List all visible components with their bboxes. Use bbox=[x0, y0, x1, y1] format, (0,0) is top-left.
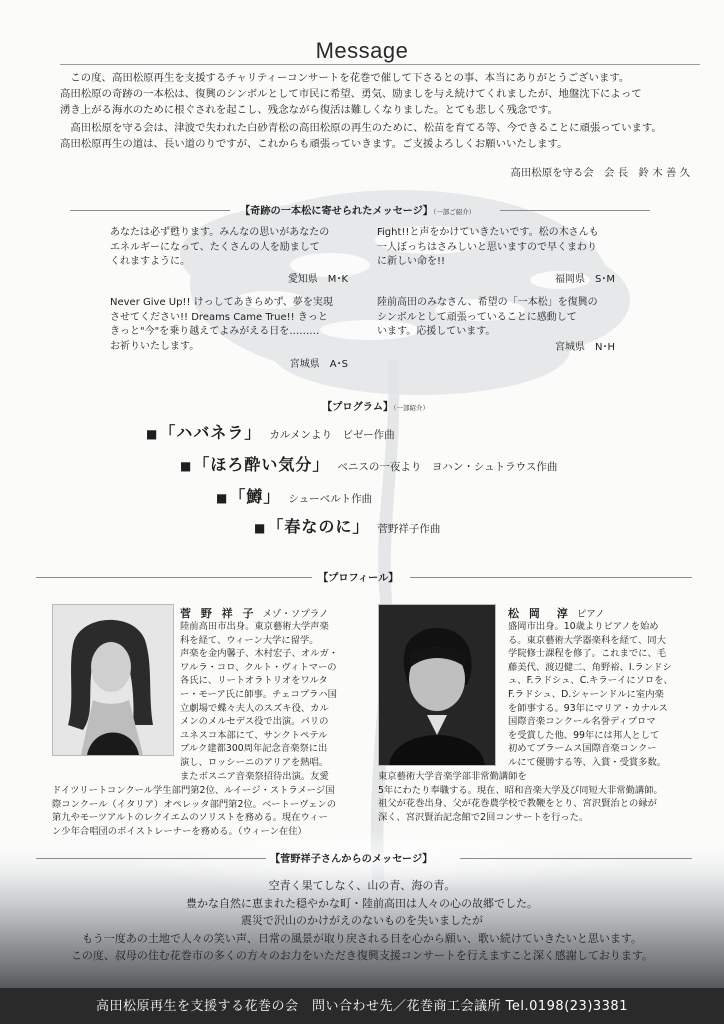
message-paragraph: 高田松原の奇跡の一本松は、復興のシンボルとして市民に希望、勇気、励ましを与え続けてくれましたが、地盤沈下によって bbox=[60, 88, 642, 100]
footer-contact: 高田松原再生を支援する花巻の会 問い合わせ先／花巻商工会議所 Tel.0198(23)3381 bbox=[96, 999, 628, 1014]
section-rule-right bbox=[460, 858, 692, 859]
program-composer: ベニスの一夜より ヨハン・シュトラウス作曲 bbox=[337, 461, 558, 473]
section-rule-right bbox=[410, 577, 692, 578]
sugano-bio-continued: ドイツリートコンクール学生部門第2位、ルイージ・ストラメージ国 際コンクール（イタリア）オペレッタ部門第2位。ベートーヴェンの 第九やモーツアルトのレクイエムのソリストを務める。現在ウィー ン少年合唱団のボイストレーナーを務める。（ウィーン在住） bbox=[52, 785, 336, 837]
message-paragraph: 湧き上がる海水のために根ぐされを起こし、残念ながら復活は難しくなりました。とても悲しく残念です。 bbox=[60, 104, 558, 116]
program-title: 「ハバネラ」 bbox=[159, 423, 262, 442]
program-title: 「鱒」 bbox=[229, 487, 281, 506]
message-signature: 高田松原を守る会 会 長 鈴 木 善 久 bbox=[510, 167, 690, 179]
square-bullet-icon: ■ bbox=[216, 491, 228, 505]
message-paragraph: 高田松原を守る会は、津波で失われた白砂青松の高田松原の再生のために、松苗を育てる等、今できることに頑張っています。 bbox=[60, 122, 662, 134]
matsuoka-photo bbox=[378, 604, 496, 766]
message-attribution: 宮城県 A･S bbox=[289, 359, 348, 370]
section-rule-left bbox=[36, 577, 312, 578]
section-rule-left bbox=[70, 210, 230, 211]
program-item bbox=[146, 420, 395, 443]
message-attribution: 愛知県 M･K bbox=[287, 274, 348, 285]
program-title: 「ほろ酔い気分」 bbox=[193, 455, 330, 474]
message-title: Message bbox=[315, 38, 409, 63]
program-item bbox=[216, 484, 372, 507]
square-bullet-icon: ■ bbox=[146, 427, 158, 441]
list-item: あなたは必ず甦ります。みんなの思いがあなたの エネルギーになって、たくさんの人を励まして くれますように。 bbox=[110, 227, 330, 267]
message-attribution: 宮城県 N･H bbox=[555, 342, 615, 353]
section-rule-left bbox=[36, 858, 266, 859]
miracle-messages-heading: 【奇跡の一本松に寄せられたメッセージ】（一部ご紹介） bbox=[240, 206, 476, 217]
program-item bbox=[180, 452, 557, 475]
message-paragraph: この度、高田松原再生を支援するチャリティーコンサートを花巻で催して下さるとの事、本当にありがとうございます。 bbox=[60, 72, 630, 84]
closing-heading: 【菅野祥子さんからのメッセージ】 bbox=[270, 854, 433, 865]
message-paragraph: 高田松原再生の道は、長い道のりですが、これからも頑張っていきます。ご支援よろしくお願いいたします。 bbox=[60, 138, 568, 150]
program-composer: カルメンより ビゼー作曲 bbox=[269, 429, 395, 441]
sugano-bio: 陸前高田市出身。東京藝術大学声楽 科を経て、ウィーン大学に留学。 声楽を金内馨子、木村宏子、オルガ・ ワルラ・コロ、クルト・ヴィトマーの 各氏に、リートオラトリオをワルタ ー・モーア氏に師事。チェコプラハ国 立劇場で蝶々夫人のスズキ役、カル メンのメルセデス役で出演。パリの ユネスコ本部にて、サンクトペテル ブルク建都300周年記念音楽祭に出 演し、ロッシーニのアリアを熱唱。 またボスニア音楽祭招待出演。友愛 bbox=[180, 621, 339, 782]
matsuoka-role: ピアノ bbox=[576, 609, 605, 620]
program-composer: シューベルト作曲 bbox=[288, 493, 373, 505]
program-item bbox=[254, 514, 440, 537]
program-composer: 菅野祥子作曲 bbox=[377, 523, 441, 535]
miracle-note: （一部ご紹介） bbox=[432, 208, 476, 216]
program-title: 「春なのに」 bbox=[267, 517, 370, 536]
section-rule-right bbox=[500, 210, 650, 211]
sugano-photo bbox=[52, 604, 174, 756]
matsuoka-bio: 盛岡市出身。10歳よりピアノを始め る。東京藝術大学器楽科を経て、同大 学院修士課程を修了。これまでに、毛 藤美代、渡辺健二、角野裕、I.ランドシ ュ、F.ラドシュ、C.キラーイにソロを、 F.ラドシュ、D.シャーンドルに室内楽 を師事する。93年にマリア・カナルス 国際音楽コンクール名誉ディプロマ を受賞した他、99年には邦人として 初めてブラームス国際音楽コンクー ルにて優勝する等、入賞・受賞多数。 bbox=[508, 621, 673, 768]
square-bullet-icon: ■ bbox=[180, 459, 192, 473]
profile-heading: 【プロフィール】 bbox=[318, 573, 399, 584]
square-bullet-icon: ■ bbox=[254, 521, 266, 535]
matsuoka-name: 松 岡 淳 ピアノ bbox=[508, 607, 605, 620]
matsuoka-bio-continued: 東京藝術大学音楽学部非常勤講師を 5年にわたり奉職する。現在、昭和音楽大学及び同短大非常勤講師。 祖父が花巻出身、父が花巻農学校で教鞭をとり、宮沢賢治との縁が 深く、宮沢賢治記念館で2回コンサートを行った。 bbox=[378, 771, 663, 823]
message-attribution: 福岡県 S･M bbox=[555, 274, 615, 285]
list-item: Fight!!と声をかけていきたいです。松の木さんも 一人ぼっちはさみしいと思いますので早くまわり に新しい命を!! bbox=[377, 227, 599, 267]
program-note: （一部紹介） bbox=[393, 404, 429, 412]
list-item: 陸前高田のみなさん、希望の「一本松」を復興の シンボルとして頑張っていることに感動して います。応援しています。 bbox=[377, 297, 598, 337]
closing-message: 空青く果てしなく、山の青、海の青。 豊かな自然に恵まれた穏やかな町・陸前高田は人々の心の故郷でした。 震災で沢山のかけがえのないものを失いましたが もう一度あの土地で人々の笑い声、日常の風景が取り戻される日を心から願い、歌い続けていきたいと思います。 この度、叔母の住む花巻市の多くの方々のお力をいただき復興支援コンサートを行えますこと深く感謝しております。 bbox=[70, 879, 654, 962]
list-item: Never Give Up!! けっしてあきらめず、夢を実現 させてください!! Dreams Came True!! きっと きっと"今"を乗り越えてよみがえる日を……… お祈りいたします。 bbox=[110, 297, 333, 352]
program-heading: 【プログラム】（一部紹介） bbox=[322, 402, 429, 413]
title-divider bbox=[60, 64, 700, 65]
sugano-name: 菅 野 祥 子 メゾ・ソプラノ bbox=[180, 607, 329, 620]
sugano-role: メゾ・ソプラノ bbox=[262, 609, 329, 620]
